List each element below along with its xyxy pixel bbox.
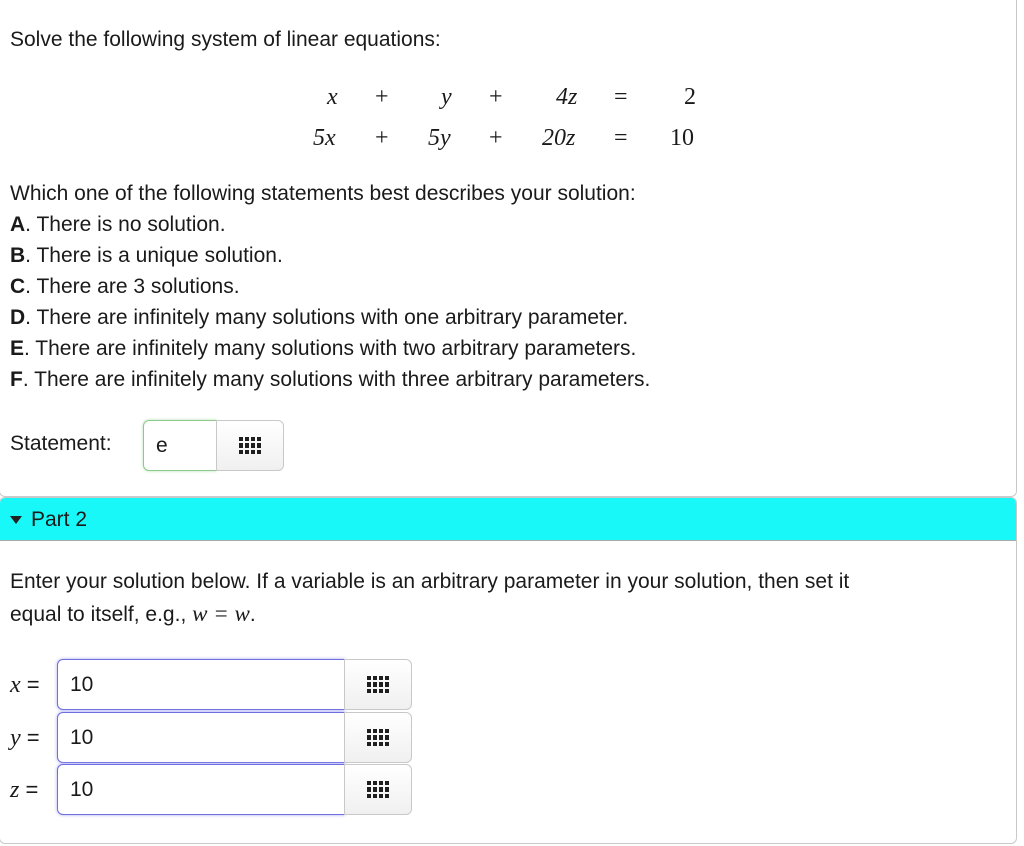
problem-prompt: Solve the following system of linear equations: [10, 28, 441, 51]
var-name: z [10, 777, 20, 803]
statement-palette-button[interactable] [216, 420, 284, 471]
var-name: x [10, 672, 21, 698]
eq2-term3: 20z [542, 125, 576, 151]
option-text: . There are infinitely many solutions with one arbitrary parameter. [25, 306, 629, 329]
z-palette-button[interactable] [344, 764, 412, 815]
eq1-op1: + [375, 84, 389, 110]
var-name: y [10, 725, 21, 751]
option-f [10, 368, 650, 392]
eq1-equals: = [614, 84, 628, 110]
statement-input[interactable] [143, 420, 217, 471]
eq1-rhs: 2 [684, 84, 696, 110]
eq2-rhs: 10 [670, 125, 694, 151]
eq2-term1: 5x [313, 125, 336, 151]
option-d [10, 306, 628, 330]
question-text: Which one of the following statements best describes your solution: [10, 182, 636, 205]
z-value: 10 [70, 777, 94, 801]
option-e [10, 337, 636, 361]
x-palette-button[interactable] [344, 659, 412, 710]
option-text: . There are infinitely many solutions with two arbitrary parameters. [24, 337, 637, 360]
statement-value: e [156, 433, 168, 457]
option-c [10, 275, 240, 299]
option-text: . There is no solution. [25, 213, 226, 236]
option-text: . There is a unique solution. [25, 244, 283, 267]
y-value: 10 [70, 725, 94, 749]
grid-icon [367, 676, 389, 694]
x-value: 10 [70, 672, 94, 696]
part2-instructions-line2 [10, 601, 256, 627]
option-letter: B [10, 244, 26, 267]
x-input[interactable] [57, 659, 345, 710]
statement-label: Statement: [10, 432, 112, 455]
option-letter: F [10, 368, 23, 391]
option-letter: D [10, 306, 26, 329]
option-text: . There are infinitely many solutions with three arbitrary parameters. [22, 368, 651, 391]
y-input[interactable] [57, 712, 345, 763]
option-b [10, 244, 283, 268]
option-a [10, 213, 226, 237]
instructions-suffix: . [249, 603, 256, 626]
grid-icon [367, 729, 389, 747]
instructions-example: w = w [192, 601, 250, 626]
grid-icon [239, 437, 261, 455]
eq1-op2: + [489, 84, 503, 110]
part2-instructions-line1: Enter your solution below. If a variable is an arbitrary parameter in your solution, then set it [10, 570, 850, 593]
eq2-equals: = [614, 125, 628, 151]
part2-title: Part 2 [31, 508, 88, 531]
collapse-triangle-icon[interactable] [10, 516, 22, 524]
var-eq: = [19, 777, 39, 802]
eq1-term3: 4z [556, 84, 578, 110]
z-input[interactable] [57, 764, 345, 815]
var-eq: = [20, 725, 40, 750]
eq1-term2: y [441, 84, 452, 110]
option-letter: E [10, 337, 25, 360]
part2-header[interactable] [0, 498, 1016, 541]
option-letter: A [10, 213, 26, 236]
eq2-op1: + [375, 125, 389, 151]
eq2-op2: + [489, 125, 503, 151]
eq1-term1: x [327, 84, 338, 110]
grid-icon [367, 781, 389, 799]
option-text: . There are 3 solutions. [25, 275, 240, 298]
z-label [10, 777, 38, 804]
eq2-term2: 5y [428, 125, 451, 151]
var-eq: = [20, 672, 40, 697]
y-label [10, 725, 40, 752]
instructions-prefix: equal to itself, e.g., [10, 603, 193, 626]
x-label [10, 672, 40, 699]
y-palette-button[interactable] [344, 712, 412, 763]
option-letter: C [10, 275, 26, 298]
